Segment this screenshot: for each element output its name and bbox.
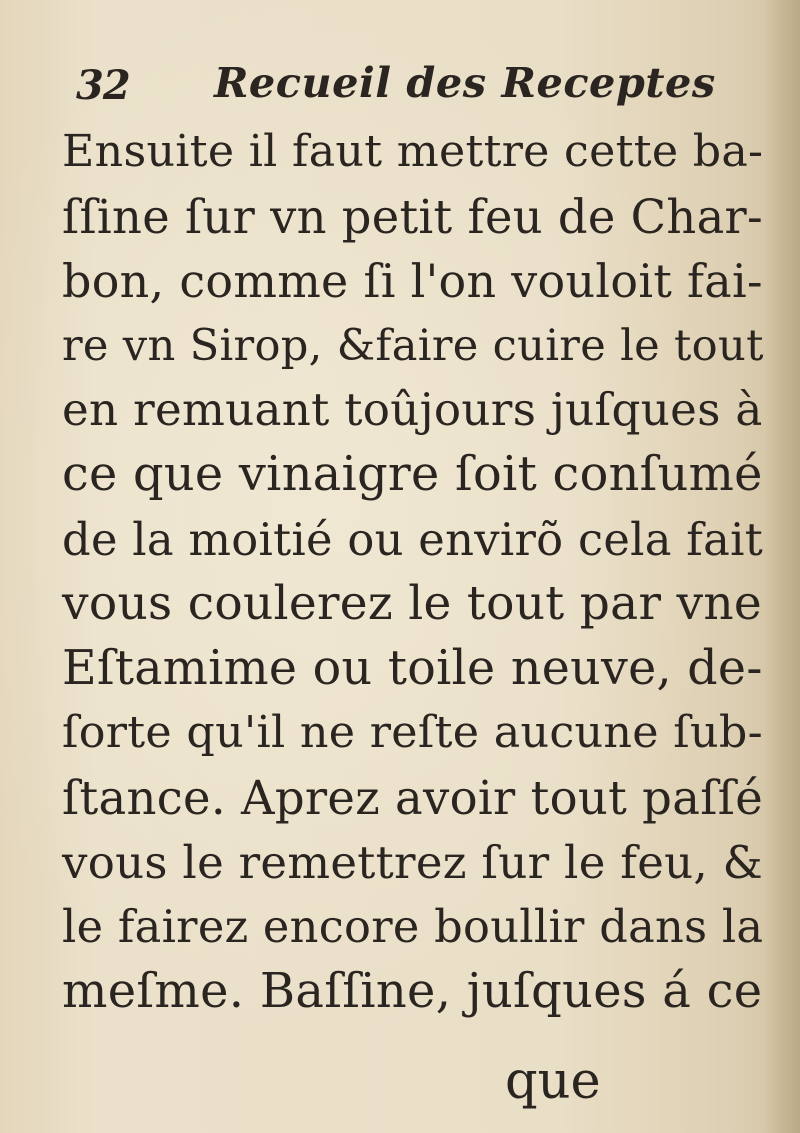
text-line: re vn Sirop, &faire cuire le tout (62, 320, 764, 371)
running-title: Recueil des Receptes (214, 58, 716, 107)
text-line: Ensuite il faut mettre cette ba- (62, 126, 764, 177)
text-line: de la moitié ou envirõ cela fait (62, 512, 764, 566)
text-line: bon, comme ſi l'on vouloit fai- (62, 254, 763, 309)
text-line: en remuant toûjours juſques à (62, 383, 763, 437)
text-line: ſtance. Aprez avoir tout paſſé (62, 770, 763, 825)
page-edge-shadow (764, 0, 800, 1133)
text-line: vous coulerez le tout par vne (62, 576, 763, 632)
text-line: ſſine ſur vn petit feu de Char- (62, 189, 763, 244)
body-text (62, 120, 762, 1024)
page-header (76, 58, 716, 118)
text-line: Eſtamime ou toile neuve, de- (62, 640, 763, 696)
text-line: vous le remettrez ſur le feu, & (62, 835, 763, 889)
catchword: que (505, 1052, 601, 1111)
page-number: 32 (76, 62, 130, 109)
text-line: ce que vinaigre ſoit conſumé (62, 446, 763, 502)
text-line: ſorte qu'il ne reſte aucune ſub- (62, 707, 763, 759)
text-line: meſme. Baſſine, juſques á ce (62, 963, 763, 1019)
text-line: le fairez encore boullir dans la (62, 901, 764, 954)
